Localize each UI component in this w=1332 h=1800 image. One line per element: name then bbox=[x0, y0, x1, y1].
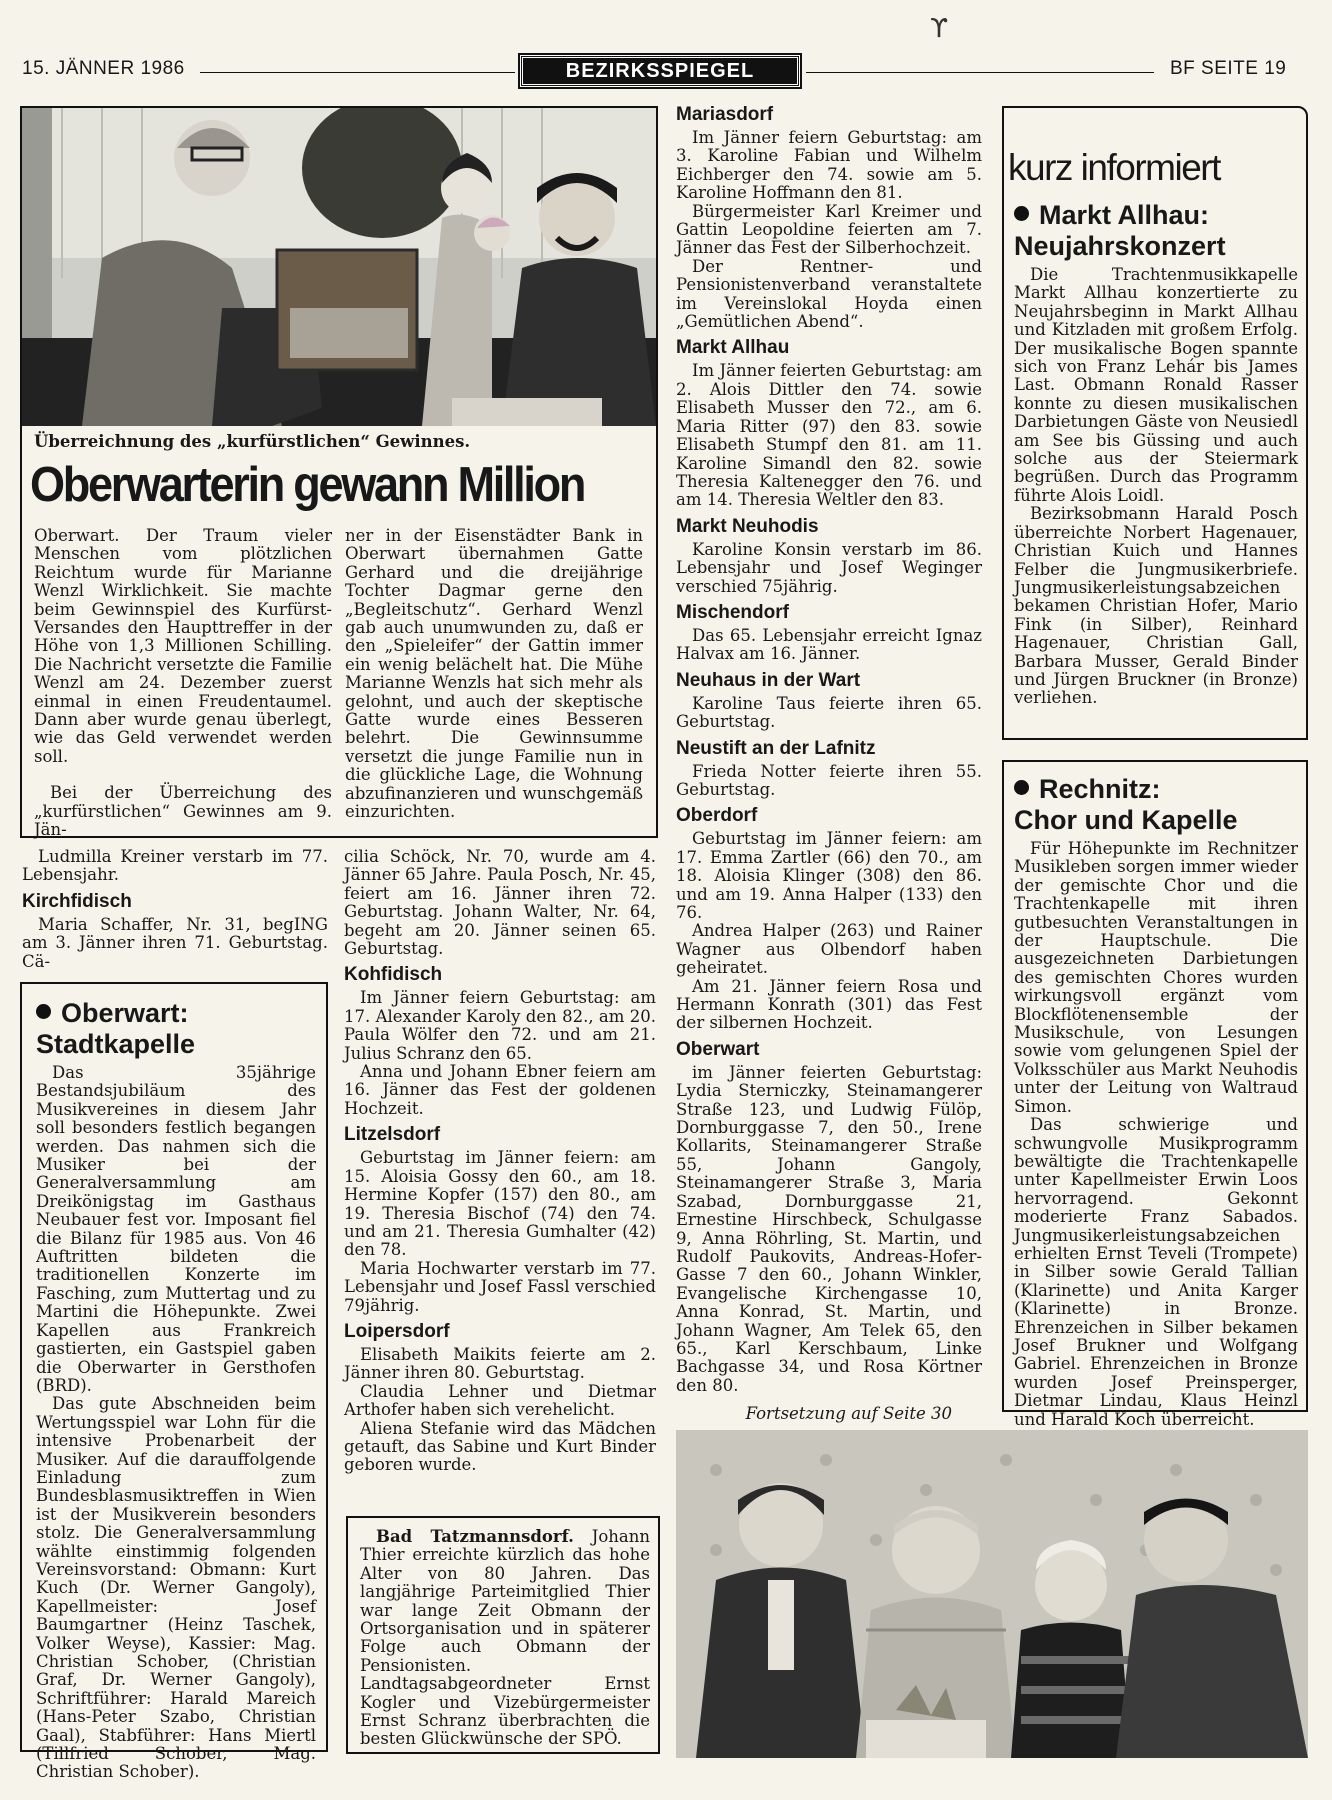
stadtkapelle-heading-line-2: Stadtkapelle bbox=[36, 1029, 196, 1059]
bullet-icon bbox=[1014, 206, 1029, 221]
kurz-content bbox=[1014, 198, 1298, 708]
bullet-icon bbox=[1014, 780, 1029, 795]
allhau-concert-paragraph: Bezirksobmann Harald Posch überreichte Norbert Hagenauer, Christian Kuich und Hannes Felber die Jungmusikerbriefe. Jungmusikerleistungsabzeichen bekamen Christian Hofer, Mario Fink (in Silber), Reinhard Hagenauer, Christian Gall, Barbara Musser, Gerald Binder und Jürgen Bruckner (in Bronze) verliehen. bbox=[1014, 504, 1298, 708]
tatzmannsdorf-body: Johann Thier erreichte kürzlich das hohe Alter von 80 Jahren. Das langjährige Parteimitglied Thier war lange Zeit Obmann der Ortsorganisation und in späterer Folge auch Obmann der Pensionisten. Landtagsabgeordneter Ernst Kogler und Vizebürgermeister Ernst Schranz überbrachten die besten Glückwünsche der SPÖ. bbox=[360, 1527, 650, 1749]
tatzmannsdorf-text bbox=[360, 1528, 650, 1749]
oberdorf-paragraph: Andrea Halper (263) und Rainer Wagner aus Olbendorf haben geheiratet. bbox=[676, 921, 982, 978]
obituary-text: Ludmilla Kreiner verstarb im 77. Lebensjahr. bbox=[22, 847, 328, 885]
stadtkapelle-paragraph-2: Das gute Abschneiden beim Wertungsspiel war Lohn für die intensive Probenarbeit der Musiker. Auf die darauffolgende Einladung zum Bundesblasmusiktreffen in Wien ist der Musikverein besonders stolz. Die Generalversammlung wählte einstimmig folgenden Vereinsvorstand: Obmann: Kurt Kuch (Dr. Werner Gangoly), Kapellmeister: Josef Baumgartner (Heinz Taschek, Volker Weyse), Kassier: Mag. Christian Schober, (Christian Graf, Dr. Werner Gangoly), Schriftführer: Harald Mareich (Hans-Peter Szabo, Christian Gaal), Stabführer: Hans Miertl (Tillfried Schober, Mag. Christian Schober). bbox=[36, 1394, 316, 1782]
lead-photo-image bbox=[22, 108, 656, 426]
birthday-photo bbox=[676, 1430, 1308, 1758]
heading-loipersdorf: Loipersdorf bbox=[344, 1320, 450, 1342]
oberdorf-paragraph: Geburtstag im Jänner feiern: am 17. Emma Zartler (66) den 70., am 18. Aloisia Klinger (308) den 86. und am 19. Anna Halper (133) den 76. bbox=[676, 829, 982, 922]
lead-paragraph: Oberwart. Der Traum vieler Menschen vom plötzlichen Reichtum wurde für Marianne Wenzl Wirklichkeit. Sie machte beim Gewinnspiel des Kurfürst-Versandes den Haupttreffer in der Höhe von 1,3 Millionen Schilling. Die Nachricht versetzte die Familie Wenzl am 24. Dezember zuerst einmal in einen Freudentaumel. Dann aber wurde genau überlegt, wie das Geld verwendet werden soll. bbox=[34, 526, 332, 766]
lead-headline: Oberwarterin gewann Million bbox=[30, 458, 585, 512]
birthday-photo-image bbox=[676, 1430, 1308, 1758]
section-banner: BEZIRKSSPIEGEL bbox=[520, 55, 800, 87]
heading-mariasdorf: Mariasdorf bbox=[676, 104, 774, 125]
heading-markt-allhau: Markt Allhau bbox=[676, 337, 790, 359]
rechnitz-content bbox=[1014, 772, 1298, 1429]
middle-column bbox=[676, 104, 982, 1424]
litzelsdorf-paragraph: Maria Hochwarter verstarb im 77. Lebensjahr und Josef Fassl verschied 79jährig. bbox=[344, 1258, 656, 1315]
lead-photo bbox=[22, 108, 656, 426]
mariasdorf-paragraph: Bürgermeister Karl Kreimer und Gattin Leopoldine feierten am 7. Jänner das Fest der Silberhochzeit. bbox=[676, 201, 982, 258]
neuhaus-paragraph: Karoline Taus feierte ihren 65. Geburtstag. bbox=[676, 693, 982, 732]
stadtkapelle-heading bbox=[36, 998, 316, 1060]
left-column-2 bbox=[344, 848, 656, 1475]
tatzmannsdorf-content bbox=[360, 1528, 650, 1749]
header-rule-left bbox=[200, 72, 515, 73]
kohfidisch-paragraph: Anna und Johann Ebner feiern am 16. Jänner das Fest der goldenen Hochzeit. bbox=[344, 1062, 656, 1118]
stadtkapelle-content bbox=[36, 996, 316, 1782]
heading-markt-neuhodis: Markt Neuhodis bbox=[676, 515, 819, 537]
issue-date: 15. JÄNNER 1986 bbox=[22, 58, 185, 79]
mariasdorf-paragraph: Der Rentner- und Pensionistenverband veranstaltete im Vereinslokal Hoyda einen „Gemütlichen Abend“. bbox=[676, 256, 982, 332]
tatzmannsdorf-place: Bad Tatzmannsdorf. bbox=[376, 1527, 574, 1546]
neuhodis-paragraph: Karoline Konsin verstarb im 86. Lebensjahr und Josef Weginger verschied 75jährig. bbox=[676, 539, 982, 596]
bullet-icon bbox=[36, 1004, 51, 1019]
left-column-1 bbox=[22, 848, 328, 971]
allhau-concert-heading-line-1: Markt Allhau: bbox=[1039, 200, 1210, 230]
page-number: BF SEITE 19 bbox=[1170, 58, 1287, 79]
heading-neustift: Neustift an der Lafnitz bbox=[676, 737, 876, 759]
rechnitz-heading-line-1: Rechnitz: bbox=[1039, 774, 1161, 804]
header-rule-right bbox=[806, 72, 1154, 73]
kohfidisch-paragraph: Im Jänner feiern Geburtstag: am 17. Alexander Karoly den 82., am 20. Paula Wölfer den 72. und am 21. Julius Schranz den 65. bbox=[344, 988, 656, 1063]
continued-note: Fortsetzung auf Seite 30 bbox=[745, 1404, 952, 1424]
allhau-concert-paragraph: Die Trachtenmusikkapelle Markt Allhau konzertierte zu Neujahrsbeginn in Markt Allhau und Kitzladen mit großem Erfolg. Der musikalische Bogen spannte sich von Franz Lehár bis James Last. Obmann Ronald Rasser konnte zu diesen musikalischen Darbietungen Gäste von Neusiedl am See bis Güssing und auch solche aus der Steiermark begrüßen. Durch das Programm führte Alois Loidl. bbox=[1014, 265, 1298, 505]
lead-col-1 bbox=[34, 527, 332, 840]
loipersdorf-paragraph: Elisabeth Maikits feierte am 2. Jänner ihren 80. Geburtstag. bbox=[344, 1344, 656, 1383]
birthday-text: cilia Schöck, Nr. 70, wurde am 4. Jänner 65 Jahre. Paula Posch, Nr. 45, feiert am 16. Jänner ihren 72. Geburtstag. Johann Walter, Nr. 64, begeht am 20. Jänner seinen 65. Geburtstag. bbox=[344, 847, 656, 959]
litzelsdorf-paragraph: Geburtstag im Jänner feiern: am 15. Aloisia Gossy den 60., am 18. Hermine Kopfer (157) den 80., am 19. Theresia Bischof (74) den 74. und am 21. Theresia Gumhalter (42) den 78. bbox=[344, 1148, 656, 1260]
neustift-paragraph: Frieda Notter feierte ihren 55. Geburtstag. bbox=[676, 761, 982, 799]
heading-litzelsdorf: Litzelsdorf bbox=[344, 1124, 441, 1146]
allhau-paragraph: Im Jänner feierten Geburtstag: am 2. Alois Dittler den 74. sowie Elisabeth Musser den 72., am 6. Maria Ritter (97) den 83. sowie Elisabeth Stumpf den 81. am 11. Karoline Simandl den 82. sowie Theresia Kaltenegger den 76. und am 14. Theresia Weltler den 83. bbox=[676, 361, 982, 510]
margin-mark: ϒ bbox=[930, 14, 949, 44]
lead-photo-caption: Überreichnung des „kurfürstlichen“ Gewinnes. bbox=[34, 432, 471, 451]
kirchfidisch-text: Maria Schaffer, Nr. 31, begING am 3. Jänner ihren 71. Geburtstag. Cä- bbox=[22, 914, 328, 971]
heading-oberwart: Oberwart bbox=[676, 1038, 760, 1060]
allhau-concert-heading bbox=[1014, 200, 1298, 262]
heading-mischendorf: Mischendorf bbox=[676, 601, 789, 623]
lead-col-2 bbox=[345, 527, 643, 822]
rechnitz-heading-line-2: Chor und Kapelle bbox=[1014, 805, 1238, 835]
loipersdorf-paragraph: Claudia Lehner und Dietmar Arthofer haben sich verehelicht. bbox=[344, 1381, 656, 1420]
lead-paragraph: ner in der Eisenstädter Bank in Oberwart übernahmen Gatte Gerhard und die dreijährige Tochter Dagmar gerne den „Begleitschutz“. Gerhard Wenzl gab auch unumwunden zu, daß er den „Spieleifer“ der Gattin immer ein wenig belächelt hat. Die Mühe Marianne Wenzls hat sich mehr als gelohnt, und auch der skeptische Gatte wurde eines Besseren belehrt. Die Gewinnsumme versetzt die junge Familie nun in die glückliche Lage, die Wohnung abzufinanzieren und wunschgemäß einzurichten. bbox=[345, 526, 643, 822]
heading-kirchfidisch: Kirchfidisch bbox=[22, 890, 132, 912]
heading-neuhaus: Neuhaus in der Wart bbox=[676, 669, 861, 691]
rechnitz-paragraph: Das schwierige und schwungvolle Musikprogramm bewältigte die Trachtenkapelle unter Kapellmeister Erwin Loos hervorragend. Gekonnt moderierte Franz Sabados. Jungmusikerleistungsabzeichen erhielten Ernst Teveli (Trompete) in Silber sowie Gerald Tallian (Klarinette) und Anita Karger (Klarinette) in Bronze. Ehrenzeichen in Silber bekamen Josef Brukner und Wolfgang Gabriel. Ehrenzeichen in Bronze wurden Josef Preinsperger, Dietmar Lindau, Klaus Heinzl und Harald Koch überreicht. bbox=[1014, 1115, 1298, 1429]
oberwart-paragraph: im Jänner feierten Geburtstag: Lydia Sterniczky, Steinamangerer Straße 123, und Ludwig Fülöp, Dornburggasse 7, den 50., Irene Kollarits, Steinamangerer Straße 55, Johann Gangoly, Steinamangerer Straße 3, Maria Szabad, Dornburggasse 21, Ernestine Hirschbeck, Schulgasse 9, Anna Röhrling, St. Martin, und Rudolf Paukovits, Andreas-Hofer-Gasse 7 den 60., Johann Winkler, Evangelische Kirchengasse 10, Anna Konrad, St. Martin, und Johann Wagner, Am Telek 65, den 65., Karl Kerschbaum, Linke Bachgasse 34, und Rosa Körtner den 80. bbox=[676, 1062, 982, 1395]
rechnitz-heading bbox=[1014, 774, 1298, 836]
mischendorf-paragraph: Das 65. Lebensjahr erreicht Ignaz Halvax am 16. Jänner. bbox=[676, 625, 982, 664]
allhau-concert-heading-line-2: Neujahrskonzert bbox=[1014, 231, 1226, 261]
heading-kohfidisch: Kohfidisch bbox=[344, 964, 443, 986]
mariasdorf-paragraph: Im Jänner feiern Geburtstag: am 3. Karoline Fabian und Wilhelm Eichberger den 74. sowie am 5. Karoline Hoffmann den 81. bbox=[676, 128, 982, 203]
loipersdorf-paragraph: Aliena Stefanie wird das Mädchen getauft, das Sabine und Kurt Binder geboren wurde. bbox=[344, 1418, 656, 1475]
stadtkapelle-paragraph-1: Das 35jährige Bestandsjubiläum des Musikvereines in diesem Jahr soll besonders festlich begangen werden. Das nahmen sich die Musiker bei der Generalversammlung am Dreikönigstag im Gasthaus Neubauer fest vor. Imposant fiel die Bilanz für 1985 aus. Von 46 Auftritten bildeten die traditionellen Konzerte im Fasching, zum Muttertag und zu Martini die Höhepunkte. Zwei Kapellen aus Frankreich gastierten, ein Gastspiel gaben die Oberwarter in Gersthofen (BRD). bbox=[36, 1063, 316, 1395]
kurz-informiert-title: kurz informiert bbox=[1008, 147, 1220, 188]
rechnitz-paragraph: Für Höhepunkte im Rechnitzer Musikleben sorgen immer wieder der gemischte Chor und die Trachtenkapelle mit ihren gutbesuchten Veranstaltungen in der Hauptschule. Die ausgezeichneten Darbietungen des gemischten Chores wurden wirkungsvoll ergänzt vom Blockflötenensemble der Musikschule, von Lesungen sowie vom gelungenen Spiel der Volksschüler aus Markt Neuhodis unter der Leitung von Waltraud Simon. bbox=[1014, 839, 1298, 1116]
heading-oberdorf: Oberdorf bbox=[676, 805, 758, 827]
oberdorf-paragraph: Am 21. Jänner feiern Rosa und Hermann Konrath (301) das Fest der silbernen Hochzeit. bbox=[676, 976, 982, 1033]
lead-paragraph: Bei der Überreichung des „kurfürstlichen“ Gewinnes am 9. Jän- bbox=[34, 783, 332, 840]
stadtkapelle-heading-line-1: Oberwart: bbox=[61, 998, 189, 1028]
